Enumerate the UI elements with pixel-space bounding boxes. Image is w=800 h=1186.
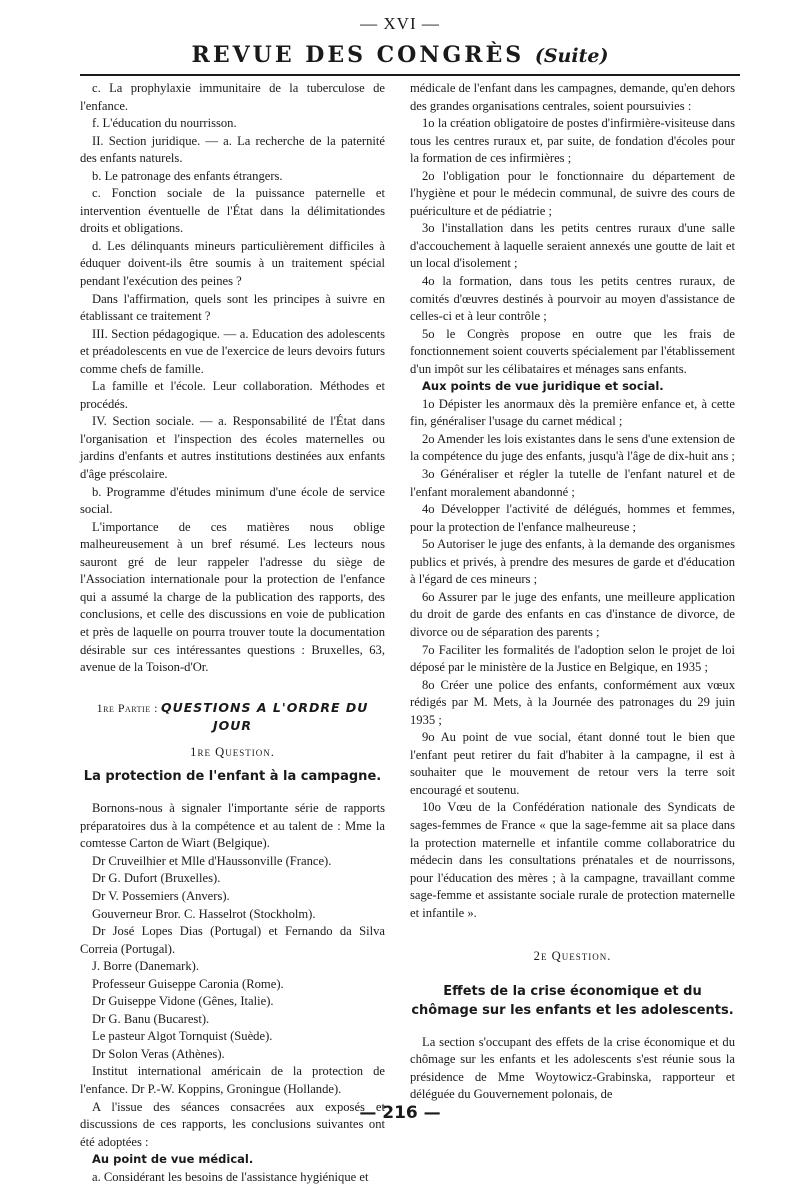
part-prefix: 1re Partie : [96, 700, 158, 715]
list-item: Gouverneur Bror. C. Hasselrot (Stockholm). [92, 906, 316, 921]
paragraph: c. La prophylaxie immunitaire de la tuberculose de l'enfance. [80, 81, 385, 113]
journal-title [0, 42, 800, 68]
paragraph: a. Considérant les besoins de l'assistance hygiénique et [92, 1169, 369, 1184]
list-item: 1o la création obligatoire de postes d'infirmière-visiteuse dans tous les centres ruraux et, par suite, de fondation d'écoles pour la formation de ces infirmières ; [410, 116, 735, 166]
list-item: Dr V. Possemiers (Anvers). [92, 888, 230, 903]
list-item: Dr José Lopes Dias (Portugal) et Fernando da Silva Correia (Portugal). [80, 924, 385, 956]
list-item: 2o Amender les lois existantes dans le sens d'une extension de la compétence du juge des enfants, jusqu'à l'âge de dix-huit ans ; [410, 431, 735, 464]
paragraph: médicale de l'enfant dans les campagnes, demande, qu'en dehors des grandes organisations centrales, soient poursuivies : [410, 81, 735, 113]
list-item: Dr G. Banu (Bucarest). [92, 1011, 210, 1026]
paragraph: III. Section pédagogique. — a. Education des adolescents et préadolescents en vue de l'exercice de leurs devoirs futurs comme chefs de famille. [80, 326, 385, 376]
list-item: 5o Autoriser le juge des enfants, à la demande des organismes publics et privés, à prendre des mesures de garde et d'éducation à l'égard de ces mineurs ; [410, 537, 735, 587]
question-title: La protection de l'enfant à la campagne. [83, 769, 382, 785]
paragraph: L'importance de ces matières nous oblige malheureusement à un bref résumé. Les lecteurs nous sauront gré de leur rappeler l'adresse du siège de l'Association internationale pour la protection de l'enfance qui a assumé la charge de la publication des rapports, des conclusions, et celle des discussions en voie de publication et près de laquelle on pourra trouver toute la documentation désirable sur ces intéressantes questions : Bruxelles, 63, avenue de la Toison-d'Or. [80, 519, 385, 675]
journal-title-suffix: (Suite) [534, 45, 609, 67]
paragraph: c. Fonction sociale de la puissance paternelle et intervention éventuelle de l'État dans la délimitationdes droits et obligations. [80, 186, 385, 236]
paragraph: II. Section juridique. — a. La recherche de la paternité des enfants naturels. [80, 133, 385, 166]
part-title: QUESTIONS A L'ORDRE DU JOUR [160, 699, 369, 734]
list-item: 4o Développer l'activité de délégués, hommes et femmes, pour la protection de l'enfance malheureuse ; [410, 502, 735, 534]
roman-page-numeral: — XVI — [360, 14, 440, 33]
list-item: Institut international américain de la protection de l'enfance. Dr P.-W. Koppins, Groningue (Hollande). [80, 1064, 385, 1096]
page-number: — 216 — [359, 1103, 441, 1123]
list-item: 3o Généraliser et régler la tutelle de l'enfant naturel et de l'enfant moralement abandonné ; [410, 467, 735, 499]
list-item: Dr Guiseppe Vidone (Gênes, Italie). [92, 994, 274, 1009]
list-item: 5o le Congrès propose en outre que les frais de fonctionnement soient couverts spécialement par l'établissement d'un impôt sur les célibataires et ménages sans enfants. [410, 326, 735, 376]
paragraph: A l'issue des séances consacrées aux exposés et discussions de ces rapports, les conclusions suivantes ont été adoptées : [80, 1099, 385, 1149]
left-column [80, 80, 385, 1186]
list-item: 6o Assurer par le juge des enfants, une meilleure application du droit de garde des enfants en cas d'instance de divorce, de divorce ou de séparation des parents ; [410, 589, 735, 639]
journal-title-text: REVUE DES CONGRÈS [191, 42, 525, 68]
list-item: 10o Vœu de la Confédération nationale des Syndicats de sages-femmes de France « que la sage-femme ait sa place dans la protection maternelle et infantile comme collaboratrice du médecin dans les consultations prénatales et de nourrissons, pour l'éducation des mères ; à la campagne, travaillant comme sage-femme et assistante sociale rurale de protection maternelle et infantile ». [410, 800, 735, 920]
list-item: 7o Faciliter les formalités de l'adoption selon le projet de loi déposé par le ministère de la Justice en Belgique, en 1935 ; [410, 642, 735, 675]
part-heading [80, 699, 385, 736]
question-label: 1re Question. [190, 744, 275, 759]
list-item: Dr Cruveilhier et Mlle d'Haussonville (France). [92, 853, 332, 868]
list-item: 3o l'installation dans les petits centres ruraux d'une salle d'accouchement à laquelle seraient annexés une goutte de lait et un local d'isolement ; [410, 221, 735, 271]
paragraph: IV. Section sociale. — a. Responsabilité de l'État dans l'organisation et l'inspection des écoles maternelles ou jardins d'enfants et autres institutions destinées aux enfants d'âge préscolaire. [80, 414, 385, 482]
list-item: 2o l'obligation pour le fonctionnaire du département de l'hygiène et pour le médecin communal, de suivre des cours de puériculture et de pédiatrie ; [410, 168, 735, 218]
list-item: Dr Solon Veras (Athènes). [92, 1046, 225, 1061]
right-column [410, 80, 735, 1104]
paragraph: f. L'éducation du nourrisson. [92, 116, 237, 131]
paragraph: Bornons-nous à signaler l'importante série de rapports préparatoires dus à la compétence et au talent de : Mme la comtesse Carton de Wiart (Belgique). [80, 801, 385, 851]
list-item: Dr G. Dufort (Bruxelles). [92, 871, 221, 886]
list-item: Le pasteur Algot Tornquist (Suède). [92, 1029, 273, 1044]
list-item: Professeur Guiseppe Caronia (Rome). [92, 976, 284, 991]
list-item: 1o Dépister les anormaux dès la première enfance et, à cette fin, généraliser l'usage du carnet médical ; [410, 396, 735, 429]
section-subheading: Aux points de vue juridique et social. [422, 379, 664, 394]
paragraph: d. Les délinquants mineurs particulièrement difficiles à éduquer doivent-ils être soumis à un traitement spécial pendant l'exécution des peines ? [80, 238, 385, 289]
list-item: J. Borre (Danemark). [92, 959, 200, 974]
paragraph: b. Le patronage des enfants étrangers. [92, 168, 283, 183]
paragraph: La section s'occupant des effets de la crise économique et du chômage sur les enfants et les adolescents s'est réunie sous la présidence de Mme Woytowicz-Grabinska, rapporteur et déléguée du Gouvernement polonais, de [410, 1034, 735, 1102]
question-label: 2e Question. [533, 949, 612, 964]
question-title: Effets de la crise économique et du chômage sur les enfants et les adolescents. [411, 983, 734, 1018]
section-subheading: Au point de vue médical. [92, 1152, 254, 1167]
header-rule [80, 74, 740, 76]
paragraph: La famille et l'école. Leur collaboration. Méthodes et procédés. [80, 379, 385, 411]
paragraph: Dans l'affirmation, quels sont les principes à suivre en établissant ce traitement ? [80, 291, 385, 324]
paragraph: b. Programme d'études minimum d'une école de service social. [80, 484, 385, 517]
list-item: 4o la formation, dans tous les petits centres ruraux, de comités d'œuvres destinés à pourvoir au moyen d'assistance de celles-ci et à leur contrôle ; [410, 274, 735, 324]
list-item: 8o Créer une police des enfants, conformément aux vœux rédigés par M. Mets, à la Journée des patronages du 29 juin 1935 ; [410, 677, 735, 727]
list-item: 9o Au point de vue social, étant donné tout le bien que l'enfant peut retirer du fait d'habiter à la campagne, il est à souhaiter que le mouvement de retour vers la terre soit encouragé et soutenu. [410, 730, 735, 797]
